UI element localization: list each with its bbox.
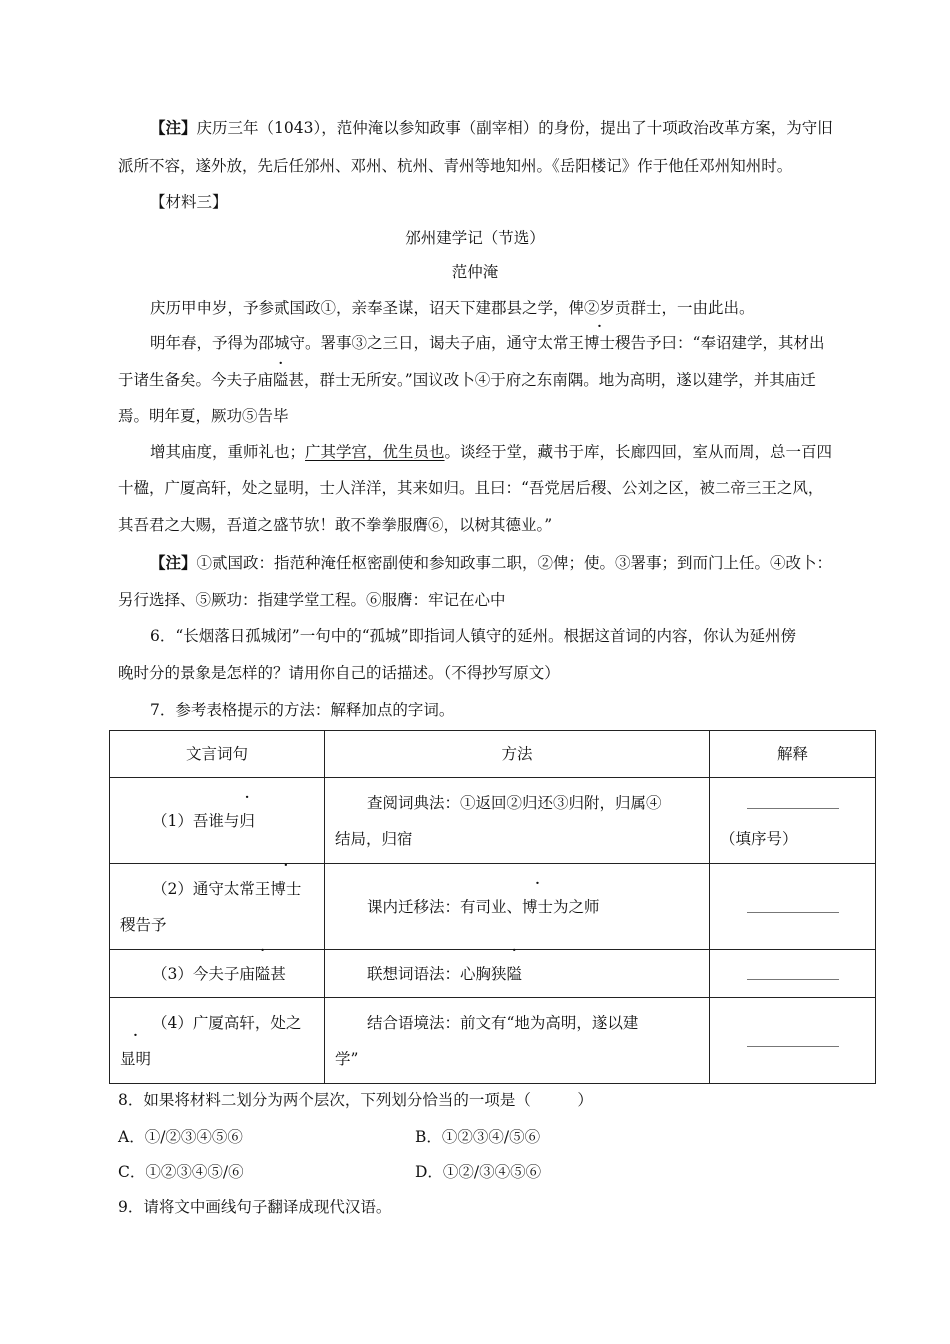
option-b[interactable]: B．①②③④/⑤⑥ <box>415 1128 541 1146</box>
question-8-prompt: 8．如果将材料二划分为两个层次，下列划分恰当的一项是（ ） <box>118 1091 593 1109</box>
table-row <box>110 864 876 950</box>
answer-blank[interactable] <box>747 1036 839 1047</box>
dotted-word-boshi: 博士 <box>522 897 554 916</box>
method-cell: 联想词语法：心胸狭隘 <box>325 950 710 998</box>
table-row <box>110 998 876 1084</box>
material3-note-line1: 【注】①贰国政：指范种淹任枢密副使和参知政事二职，②俾；使。③署事；到而门上任。④改卜： <box>150 553 833 572</box>
dotted-word-boshi: 博士 <box>584 334 616 352</box>
note-tag: 【注】 <box>150 553 197 572</box>
dotted-word-ai: 隘 <box>254 964 271 983</box>
essay-author: 范仲淹 <box>451 263 499 281</box>
essay-paragraph-3-line2: 十楹，广厦高轩，处之显明，士人洋洋，其来如归。且曰：“吾党居后稷、公刘之区，被二帝三王之风， <box>118 479 824 497</box>
header-cell: 文言词句 <box>110 731 325 778</box>
header-cell: 方法 <box>325 731 710 778</box>
answer-blank[interactable] <box>747 798 839 809</box>
answer-cell[interactable] <box>710 998 876 1084</box>
note2-line2: 派所不容，遂外放，先后任邠州、邓州、杭州、青州等地知州。《岳阳楼记》作于他任邓州知州时。 <box>118 157 793 175</box>
vocab-table <box>109 730 876 1084</box>
essay-paragraph-3-line1: 增其庙度，重师礼也；广其学宫，优生员也。谈经于堂，藏书于库，长廊四回，室从而周，总一百四 <box>150 443 833 461</box>
table-row <box>110 778 876 864</box>
dotted-word-boshi: 博士 <box>270 879 302 898</box>
dotted-word-xianming: 显明 <box>120 1049 152 1068</box>
essay-paragraph-1: 庆历甲申岁，予参贰国政①，亲奉圣谋，诏天下建郡县之学，俾②岁贡群士，一由此出。 <box>150 299 755 317</box>
essay-paragraph-2-line1: 明年春，予得为邵城守。署事③之三日，谒夫子庙，通守太常王博士稷告予曰：“奉诏建学，其材出 <box>150 334 825 352</box>
option-c[interactable]: C．①②③④⑤/⑥ <box>118 1163 244 1181</box>
answer-cell[interactable] <box>710 950 876 998</box>
phrase-cell: （2）通守太常王博士 稷告予 <box>110 864 325 950</box>
table-row <box>110 950 876 998</box>
essay-paragraph-2-line2: 于诸生备矣。今夫子庙隘甚，群士无所安。”国议改卜④于府之东南隅。地为高明，遂以建学，并其庙迁 <box>118 371 816 389</box>
underlined-sentence: 广其学宫，优生员也 <box>305 443 445 461</box>
question-7-prompt: 7．参考表格提示的方法：解释加点的字词。 <box>150 701 455 719</box>
note2-line1: 【注】庆历三年（1043），范仲淹以参知政事（副宰相）的身份，提出了十项政治改革方案，为守旧 <box>150 118 833 137</box>
answer-cell[interactable]: （填序号） <box>710 778 876 864</box>
question-9-prompt: 9．请将文中画线句子翻译成现代汉语。 <box>118 1198 392 1216</box>
answer-blank[interactable] <box>747 969 839 980</box>
essay-title: 邠州建学记（节选） <box>405 229 545 247</box>
essay-paragraph-2-line3: 焉。明年夏，厥功⑤告毕 <box>118 407 289 425</box>
essay-paragraph-3-line3: 其吾君之大赐，吾道之盛节欤！敢不拳拳服膺⑥，以树其德业。” <box>118 516 553 534</box>
phrase-cell: （1）吾谁与归 <box>110 778 325 864</box>
dotted-word-ai: 隘 <box>506 964 523 983</box>
answer-blank[interactable] <box>747 902 839 913</box>
method-cell: 结合语境法：前文有“地为高明，遂以建 学” <box>325 998 710 1084</box>
answer-cell[interactable] <box>710 864 876 950</box>
question-6-line1: 6．“长烟落日孤城闭”一句中的“孤城”即指词人镇守的延州。根据这首词的内容，你认为延州傍 <box>150 627 797 645</box>
material3-label: 【材料三】 <box>150 193 228 211</box>
question-6-line2: 晚时分的景象是怎样的？请用你自己的话描述。（不得抄写原文） <box>118 664 560 682</box>
dotted-word-gui: 归 <box>239 811 255 830</box>
material3-note-line2: 另行选择、⑤厥功：指建学堂工程。⑥服膺：牢记在心中 <box>118 591 506 609</box>
method-cell: 查阅词典法：①返回②归还③归附，归属④ 结局，归宿 <box>325 778 710 864</box>
option-d[interactable]: D．①②/③④⑤⑥ <box>415 1163 542 1181</box>
option-a[interactable]: A．①/②③④⑤⑥ <box>118 1128 243 1146</box>
note-tag: 【注】 <box>150 118 197 137</box>
phrase-cell: （3）今夫子庙隘甚 <box>110 950 325 998</box>
table-header-row <box>110 731 876 778</box>
dotted-word-ai: 隘 <box>273 371 289 389</box>
phrase-cell: （4）广厦高轩，处之 显明 <box>110 998 325 1084</box>
header-cell: 解释 <box>710 731 876 778</box>
method-cell: 课内迁移法：有司业、博士为之师 <box>325 864 710 950</box>
